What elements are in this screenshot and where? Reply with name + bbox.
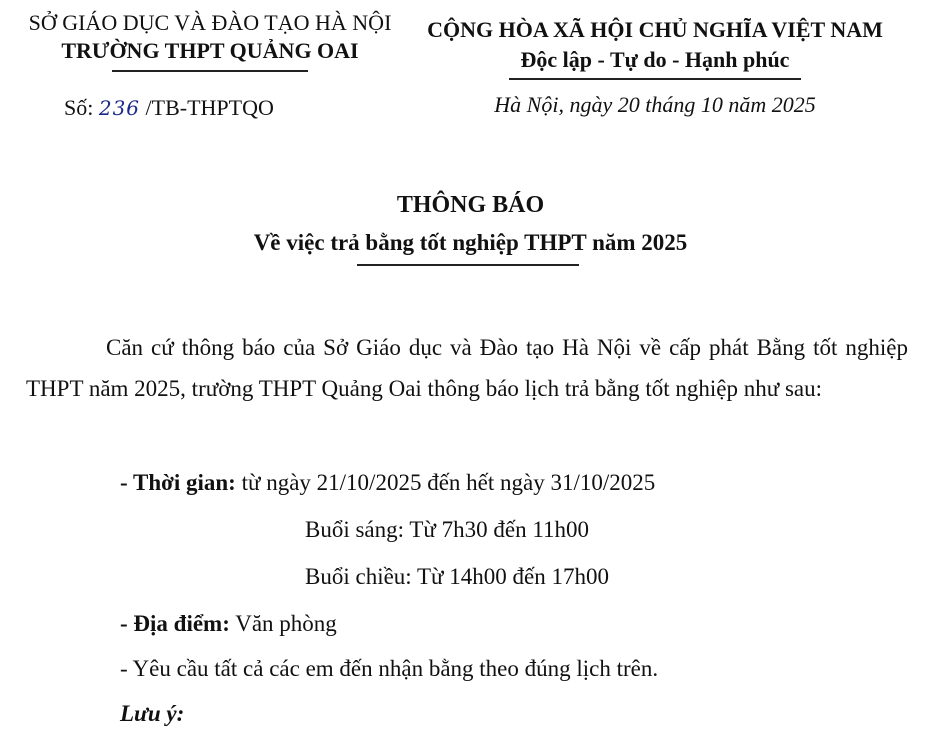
location-line	[120, 611, 337, 637]
school-name: TRƯỜNG THPT QUẢNG OAI	[61, 38, 359, 63]
department-name: SỞ GIÁO DỤC VÀ ĐÀO TẠO HÀ NỘI	[28, 10, 392, 35]
national-motto: Độc lập - Tự do - Hạnh phúc	[520, 47, 790, 72]
document-subtitle: Về việc trả bằng tốt nghiệp THPT năm 2025	[253, 230, 688, 255]
school-underline	[112, 70, 308, 72]
number-suffix: /TB-THPTQO	[145, 95, 274, 120]
handwritten-number: 236	[98, 96, 141, 120]
time-value: từ ngày 21/10/2025 đến hết ngày 31/10/2025	[241, 470, 656, 495]
morning-schedule: Buổi sáng: Từ 7h30 đến 11h00	[305, 517, 589, 542]
requirement-line: - Yêu cầu tất cả các em đến nhận bằng theo đúng lịch trên.	[120, 656, 659, 681]
subtitle-underline	[357, 264, 579, 266]
location-label: - Địa điểm:	[120, 611, 230, 636]
afternoon-schedule: Buổi chiều: Từ 14h00 đến 17h00	[305, 564, 609, 589]
country-name: CỘNG HÒA XÃ HỘI CHỦ NGHĨA VIỆT NAM	[427, 17, 883, 42]
intro-paragraph: Căn cứ thông báo của Sở Giáo dục và Đào tạo Hà Nội về cấp phát Bằng tốt nghiệp THPT năm 2025, trường THPT Quảng Oai thông báo lịch trả bằng tốt nghiệp như sau:	[26, 335, 908, 401]
number-prefix: Số:	[64, 95, 94, 120]
document-number	[64, 95, 274, 121]
time-line	[120, 470, 655, 496]
place-date: Hà Nội, ngày 20 tháng 10 năm 2025	[494, 92, 816, 117]
document-title: THÔNG BÁO	[396, 192, 545, 218]
time-label: - Thời gian:	[120, 470, 236, 495]
note-label: Lưu ý:	[120, 701, 185, 726]
motto-underline	[509, 78, 801, 80]
location-value: Văn phòng	[235, 611, 337, 636]
